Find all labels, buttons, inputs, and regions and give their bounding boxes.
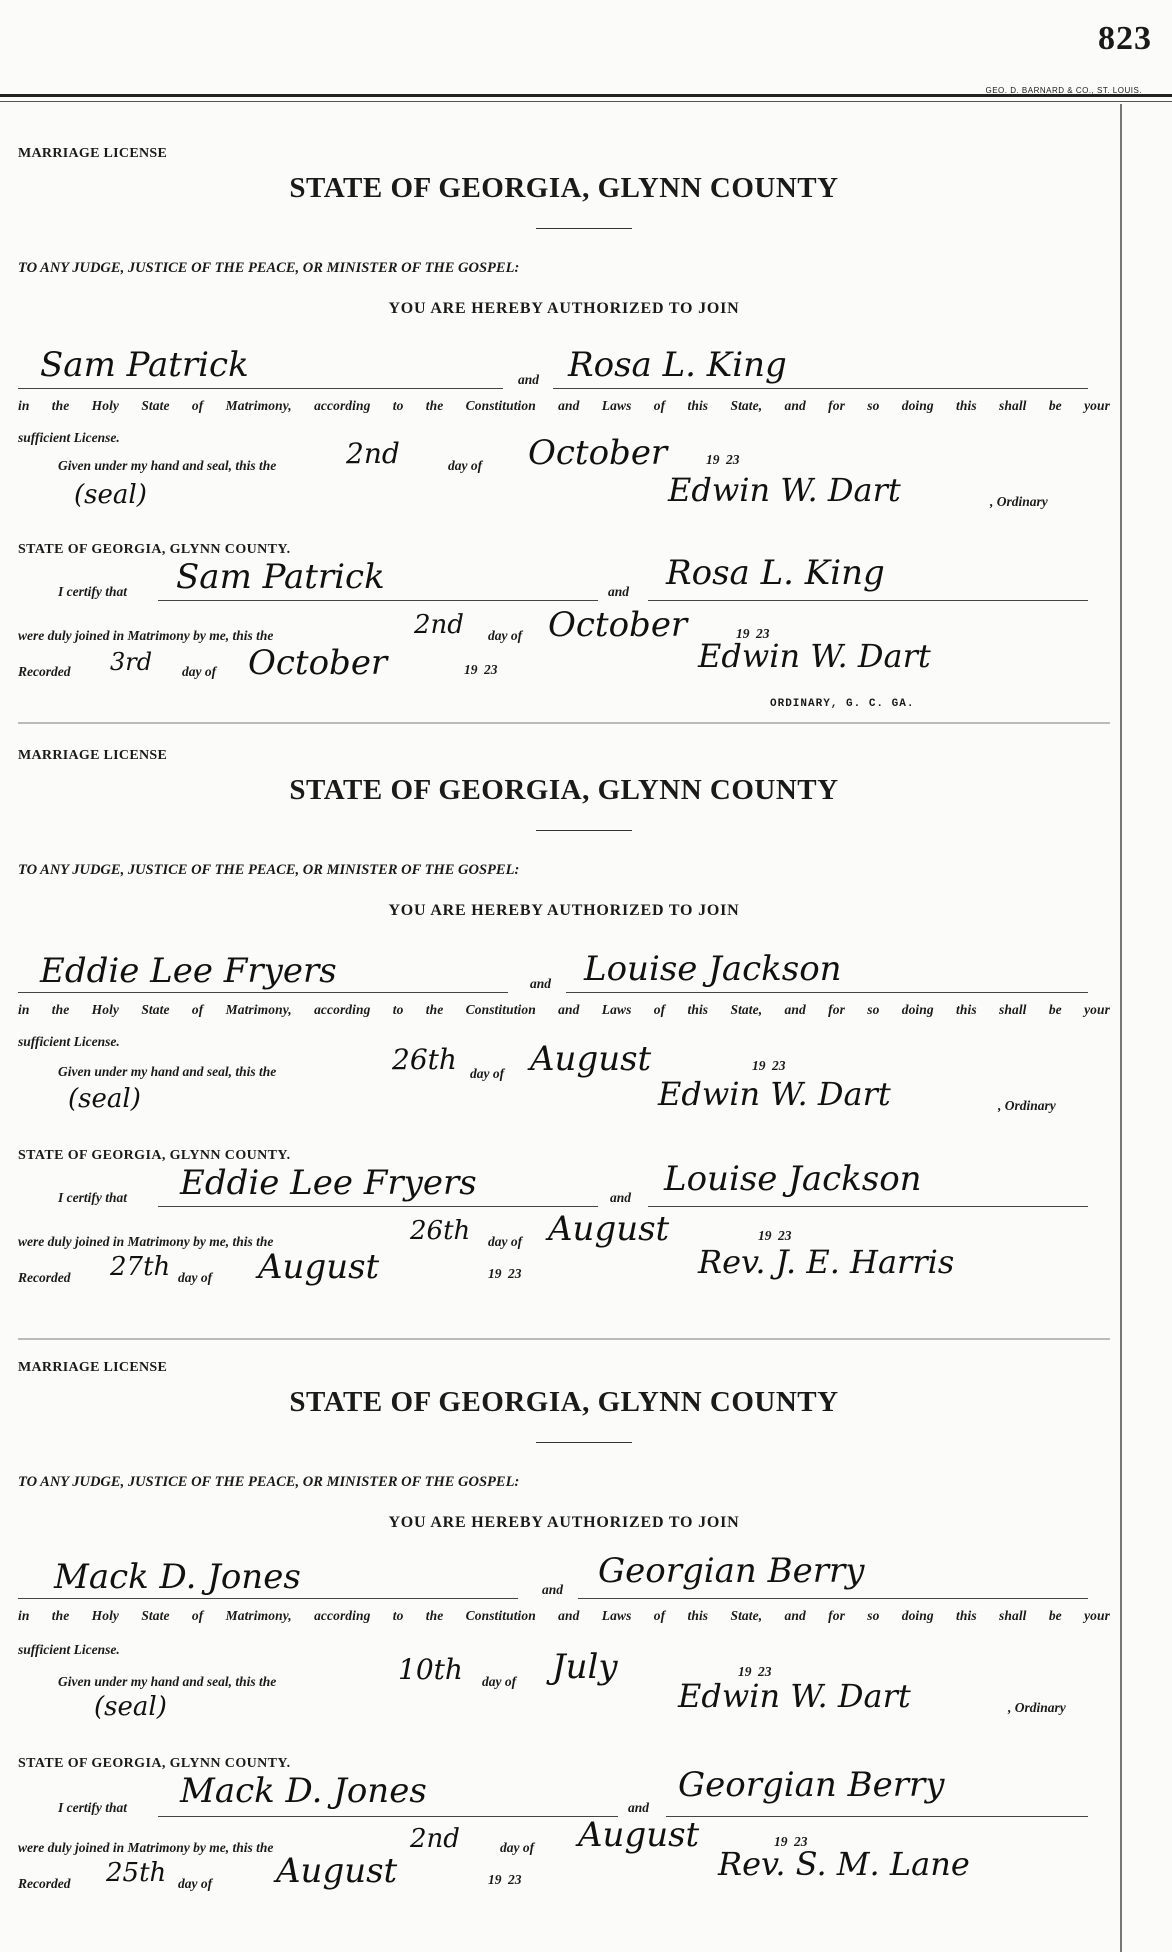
- address-line: TO ANY JUDGE, JUSTICE OF THE PEACE, OR MINISTER OF THE GOSPEL:: [18, 1474, 520, 1490]
- bride-line: [578, 1598, 1088, 1599]
- cert-groom-name: Sam Patrick: [176, 557, 385, 597]
- joined-day: 2nd: [410, 1824, 460, 1854]
- cert-and-label: and: [628, 1800, 650, 1815]
- joined-text: were duly joined in Matrimony by me, this the: [18, 1234, 274, 1249]
- license-day: 26th: [392, 1043, 457, 1076]
- cert-groom-name: Mack D. Jones: [180, 1771, 427, 1811]
- ordinary-signature: Edwin W. Dart: [668, 471, 901, 509]
- authorized-heading: YOU ARE HEREBY AUTHORIZED TO JOIN: [388, 300, 740, 317]
- address-line: TO ANY JUDGE, JUSTICE OF THE PEACE, OR MINISTER OF THE GOSPEL:: [18, 862, 520, 878]
- authorized-heading: YOU ARE HEREBY AUTHORIZED TO JOIN: [388, 902, 740, 919]
- recorded-year-prefix: 19: [488, 1872, 502, 1887]
- address-line: TO ANY JUDGE, JUSTICE OF THE PEACE, OR MINISTER OF THE GOSPEL:: [18, 260, 520, 276]
- joined-year-prefix: 19: [758, 1228, 772, 1243]
- license-tag: MARRIAGE LICENSE: [18, 748, 168, 763]
- cert-and-label: and: [610, 1190, 632, 1205]
- recorded-day: 3rd: [110, 648, 153, 676]
- joined-day-of: day of: [488, 1234, 523, 1249]
- license-month: October: [528, 433, 668, 473]
- ordinary-label: , Ordinary: [1008, 1700, 1066, 1715]
- year-prefix: 19: [706, 452, 720, 467]
- groom-name: Mack D. Jones: [54, 1557, 301, 1597]
- and-label: and: [542, 1582, 564, 1597]
- recorded-month: August: [276, 1851, 398, 1891]
- holy-state-text: in the Holy State of Matrimony, according to the Constitution and Laws of this State, and for so doing this shall be your: [18, 1002, 1110, 1017]
- license-year: 23: [726, 452, 740, 467]
- license-day: 10th: [398, 1653, 463, 1686]
- certify-text: I certify that: [58, 584, 127, 599]
- and-label: and: [530, 976, 552, 991]
- joined-year: 23: [756, 626, 770, 641]
- joined-day: 2nd: [414, 610, 464, 640]
- sufficient-text: sufficient License.: [18, 430, 120, 445]
- cert-groom-name: Eddie Lee Fryers: [180, 1163, 477, 1203]
- joined-year: 23: [794, 1834, 808, 1849]
- and-label: and: [518, 372, 540, 387]
- holy-state-text: in the Holy State of Matrimony, according to the Constitution and Laws of this State, and for so doing this shall be your: [18, 1608, 1110, 1623]
- joined-year-prefix: 19: [736, 626, 750, 641]
- recorded-month: August: [258, 1247, 380, 1287]
- cert-bride-name: Georgian Berry: [678, 1765, 945, 1805]
- title-rule: [536, 1442, 632, 1443]
- cert-and-label: and: [608, 584, 630, 599]
- groom-line: [18, 388, 503, 389]
- cert-bride-line: [648, 1206, 1088, 1207]
- ordinary-signature: Edwin W. Dart: [678, 1677, 911, 1715]
- holy-state-text: in the Holy State of Matrimony, according to the Constitution and Laws of this State, and for so doing this shall be your: [18, 398, 1110, 413]
- certificate-title: STATE OF GEORGIA, GLYNN COUNTY.: [18, 1756, 291, 1771]
- certificate-title: STATE OF GEORGIA, GLYNN COUNTY.: [18, 1148, 291, 1163]
- license-year: 23: [758, 1664, 772, 1679]
- groom-line: [18, 1598, 518, 1599]
- officiant-signature: Rev. S. M. Lane: [718, 1845, 970, 1883]
- given-text: Given under my hand and seal, this the: [58, 1674, 277, 1689]
- cert-groom-line: [158, 1816, 618, 1817]
- top-rule-thin: [0, 101, 1172, 102]
- cert-groom-line: [158, 600, 598, 601]
- license-tag: MARRIAGE LICENSE: [18, 146, 168, 161]
- ordinary-label: , Ordinary: [998, 1098, 1056, 1113]
- sufficient-text: sufficient License.: [18, 1642, 120, 1657]
- license-year: 23: [772, 1058, 786, 1073]
- recorded-year: 23: [508, 1872, 522, 1887]
- page-right-border: [1120, 104, 1122, 1952]
- license-tag: MARRIAGE LICENSE: [18, 1360, 168, 1375]
- cert-bride-line: [666, 1816, 1088, 1817]
- title-rule: [536, 228, 632, 229]
- day-of-label: day of: [470, 1066, 505, 1081]
- recorded-day-of: day of: [178, 1876, 213, 1891]
- state-title: STATE OF GEORGIA, GLYNN COUNTY: [289, 172, 839, 204]
- sufficient-text: sufficient License.: [18, 1034, 120, 1049]
- given-text: Given under my hand and seal, this the: [58, 458, 277, 473]
- year-prefix: 19: [752, 1058, 766, 1073]
- license-month: July: [552, 1647, 618, 1687]
- certificate-title: STATE OF GEORGIA, GLYNN COUNTY.: [18, 542, 291, 557]
- printer-mark: GEO. D. BARNARD & CO., ST. LOUIS.: [985, 86, 1142, 95]
- joined-day: 26th: [410, 1216, 471, 1246]
- joined-text: were duly joined in Matrimony by me, this the: [18, 1840, 274, 1855]
- joined-month: August: [578, 1815, 700, 1855]
- recorded-day: 25th: [106, 1858, 167, 1888]
- cert-bride-name: Louise Jackson: [664, 1159, 922, 1199]
- bride-name: Louise Jackson: [584, 949, 842, 989]
- seal-mark: (seal): [94, 1692, 167, 1722]
- marriage-license-3: [18, 1360, 1110, 1952]
- groom-name: Eddie Lee Fryers: [40, 951, 337, 991]
- joined-day-of: day of: [500, 1840, 535, 1855]
- top-rule: [0, 94, 1172, 97]
- recorded-year: 23: [508, 1266, 522, 1281]
- cert-bride-line: [648, 600, 1088, 601]
- bride-name: Rosa L. King: [568, 345, 787, 385]
- page-number: 823: [1098, 20, 1152, 57]
- authorized-heading: YOU ARE HEREBY AUTHORIZED TO JOIN: [388, 1514, 740, 1531]
- day-of-label: day of: [482, 1674, 517, 1689]
- license-day: 2nd: [346, 437, 400, 470]
- recorded-year: 23: [484, 662, 498, 677]
- recorded-text: Recorded: [18, 1270, 71, 1285]
- joined-month: August: [548, 1209, 670, 1249]
- recorded-day: 27th: [110, 1252, 171, 1282]
- joined-year-prefix: 19: [774, 1834, 788, 1849]
- ordinary-label: , Ordinary: [990, 494, 1048, 509]
- day-of-label: day of: [448, 458, 483, 473]
- bride-line: [553, 388, 1088, 389]
- recorded-day-of: day of: [178, 1270, 213, 1285]
- bride-name: Georgian Berry: [598, 1551, 865, 1591]
- recorded-text: Recorded: [18, 664, 71, 679]
- ordinary-signature: Edwin W. Dart: [658, 1075, 891, 1113]
- officiant-signature: Rev. J. E. Harris: [698, 1243, 955, 1281]
- recorded-text: Recorded: [18, 1876, 71, 1891]
- bride-line: [566, 992, 1088, 993]
- ordinary-caption: ORDINARY, G. C. GA.: [770, 698, 915, 710]
- cert-groom-line: [158, 1206, 598, 1207]
- given-text: Given under my hand and seal, this the: [58, 1064, 277, 1079]
- certify-text: I certify that: [58, 1800, 127, 1815]
- joined-day-of: day of: [488, 628, 523, 643]
- certify-text: I certify that: [58, 1190, 127, 1205]
- seal-mark: (seal): [68, 1084, 141, 1114]
- groom-name: Sam Patrick: [40, 345, 249, 385]
- marriage-license-1: [18, 146, 1110, 724]
- license-month: August: [530, 1039, 652, 1079]
- year-prefix: 19: [738, 1664, 752, 1679]
- groom-line: [18, 992, 508, 993]
- joined-year: 23: [778, 1228, 792, 1243]
- state-title: STATE OF GEORGIA, GLYNN COUNTY: [289, 774, 839, 806]
- title-rule: [536, 830, 632, 831]
- state-title: STATE OF GEORGIA, GLYNN COUNTY: [289, 1386, 839, 1418]
- joined-month: October: [548, 605, 688, 645]
- marriage-license-2: [18, 748, 1110, 1340]
- officiant-signature: Edwin W. Dart: [698, 637, 931, 675]
- recorded-year-prefix: 19: [464, 662, 478, 677]
- recorded-year-prefix: 19: [488, 1266, 502, 1281]
- joined-text: were duly joined in Matrimony by me, this the: [18, 628, 274, 643]
- seal-mark: (seal): [74, 480, 147, 510]
- recorded-month: October: [248, 643, 388, 683]
- cert-bride-name: Rosa L. King: [666, 553, 885, 593]
- recorded-day-of: day of: [182, 664, 217, 679]
